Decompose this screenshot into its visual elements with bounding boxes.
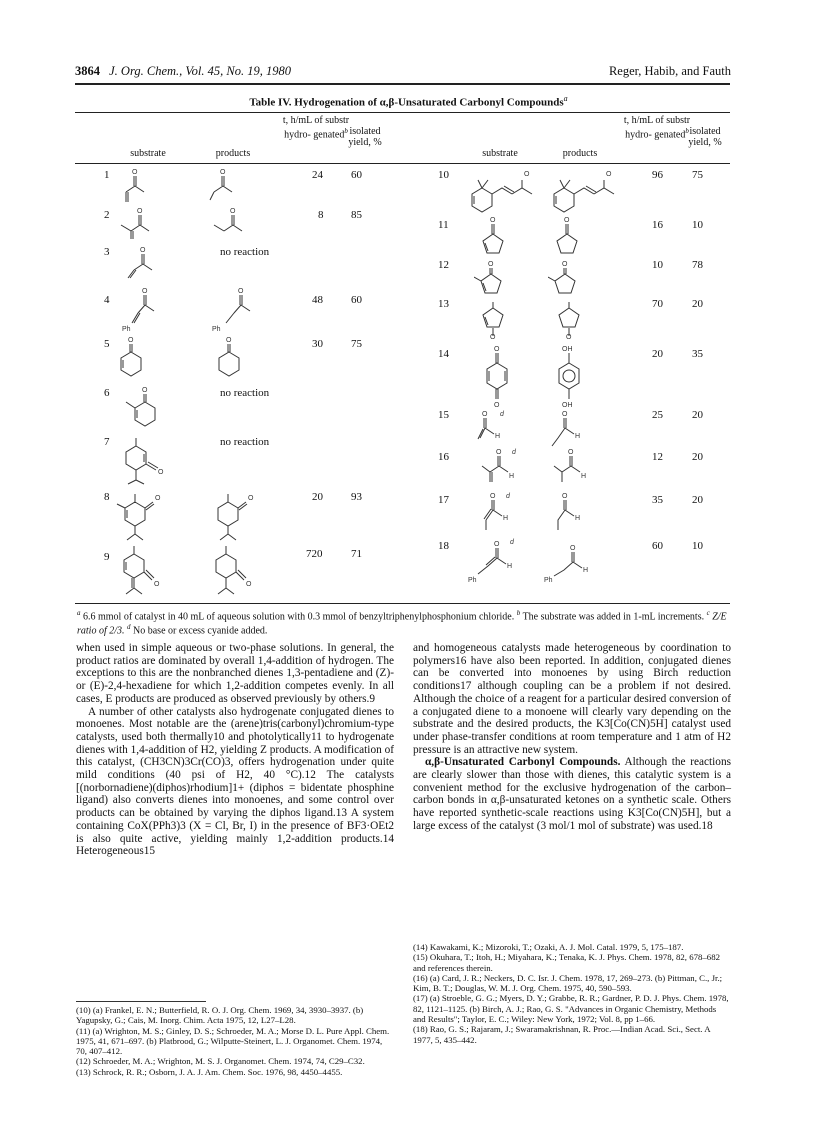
structure-5-substrate: [114, 334, 148, 380]
atom-label: O: [142, 387, 148, 394]
no-reaction-3: no reaction: [220, 246, 270, 258]
atom-label: O: [494, 541, 500, 548]
atom-label: O: [220, 169, 226, 176]
atom-label: O: [606, 171, 612, 178]
table-caption: [0, 94, 817, 109]
structure-3-substrate: [118, 244, 158, 280]
footnote-mark: d: [500, 411, 504, 418]
atom-label: Ph: [212, 326, 221, 333]
row-yield: 75: [692, 169, 703, 181]
atom-label: O: [568, 449, 574, 456]
structure-8-product: [208, 486, 264, 542]
atom-label: O: [158, 469, 164, 476]
atom-label: O: [494, 346, 500, 353]
structure-6-substrate: [122, 384, 160, 432]
atom-label: O: [154, 581, 160, 588]
atom-label: O: [248, 495, 254, 502]
structure-9-substrate: [118, 542, 174, 598]
section-text: Although the reactions are clearly slower than those with dienes, this catalytic system is a convenient method for the exclusive hydrogenation of the carbon–carbon bonds in α,β-unsaturated ketones on a synthetic scale. Others have reported synthetic-scale reactions using K3[Co(CN)5H], but a large excess of the catalyst (3 mol/1 mol of substrate) was used.18: [413, 756, 731, 832]
row-number: 3: [104, 246, 110, 258]
body-paragraph: and homogeneous catalysts made heterogeneous by coordination to polymers16 have also been reported. In addition, conjugated dienes can be converted into monoenes by using Birch reduction conditions17 although coupling can be a problem if not desired. Although the choice of a reagent for a particular desired conversion of a conjugated diene to a monoene will clearly vary depending on the substrate and the desired products, the K3[Co(CN)5H] catalyst used under phase-transfer conditions at room temperature and 1 atm of H2 pressure is an attractive new system.: [413, 642, 731, 756]
row-time: 10: [652, 259, 663, 271]
references-left: [76, 1005, 394, 1077]
atom-label: O: [490, 493, 496, 500]
atom-label: H: [581, 473, 587, 480]
body-paragraph: when used in simple aqueous or two-phase solutions. In general, the product ratios are dominated by overall 1,4-addition of hydrogen. The exceptions to this are the nonbranched dienes 1,3-pentadiene and (Z)- or (E)-2,4-hexadiene for which 1,2-addition competes evenly. In all cases, E products are produced as observed previously by others.9: [76, 642, 394, 705]
atom-label: O: [230, 208, 236, 215]
atom-label: O: [562, 493, 568, 500]
reference-item: (17) (a) Stroeble, G. G.; Myers, D. Y.; Grabbe, R. R.; Gardner, P. D. J. Phys. Chem. 1978, 82, 1121–1125. (b) Birch, A. J.; Rao, G. S. "Advances in Organic Chemistry, Methods and Results"; Taylor, E. C.; Wiley: New York, 1972; Vol. 8, pp 1–66.: [413, 993, 729, 1025]
row-yield: 20: [692, 298, 703, 310]
col-time-right-note: b: [685, 127, 689, 135]
atom-label: O: [570, 545, 576, 552]
row-time: 24: [312, 169, 323, 181]
atom-label: Ph: [122, 326, 131, 333]
row-time: 8: [318, 209, 324, 221]
row-number: 17: [438, 494, 449, 506]
row-number: 11: [438, 219, 449, 231]
table-caption-text: Table IV. Hydrogenation of α,β-Unsaturated Carbonyl Compounds: [249, 96, 564, 109]
atom-label: O: [137, 208, 143, 215]
row-time: 20: [652, 348, 663, 360]
atom-label: O: [566, 334, 572, 340]
structure-15-product: [548, 408, 596, 448]
structure-13-substrate: [476, 298, 510, 340]
atom-label: O: [155, 495, 161, 502]
row-yield: 78: [692, 259, 703, 271]
structure-10-product: [550, 166, 626, 214]
row-number: 16: [438, 451, 449, 463]
row-yield: 71: [351, 548, 362, 560]
structure-17-product: [548, 490, 600, 534]
row-number: 6: [104, 387, 110, 399]
col-products-right: products: [562, 148, 598, 159]
row-number: 7: [104, 436, 110, 448]
row-time: 12: [652, 451, 663, 463]
refs-rule-left: [76, 1001, 206, 1002]
reference-item: (14) Kawakami, K.; Mizoroki, T.; Ozaki, A. J. Mol. Catal. 1979, 5, 175–187.: [413, 942, 684, 952]
row-time: 35: [652, 494, 663, 506]
table-top-rule: [75, 112, 730, 113]
author-names: Reger, Habib, and Fauth: [608, 64, 731, 78]
row-time: 96: [652, 169, 663, 181]
row-yield: 93: [351, 491, 362, 503]
structure-17-substrate: [476, 490, 528, 534]
atom-label: O: [246, 581, 252, 588]
row-time: 48: [312, 294, 323, 306]
structure-7-substrate: [120, 434, 168, 486]
atom-label: O: [142, 288, 148, 295]
footnote-a: 6.6 mmol of catalyst in 40 mL of aqueous solution with 0.3 mmol of benzyltriphenylphosphonium chloride.: [83, 611, 515, 623]
table-caption-note: a: [563, 94, 568, 103]
row-number: 4: [104, 294, 110, 306]
col-yield-left: isolated yield, %: [348, 126, 382, 148]
row-yield: 60: [351, 169, 362, 181]
row-number: 9: [104, 551, 110, 563]
no-reaction-7: no reaction: [220, 436, 270, 448]
col-time-left-note: b: [344, 127, 348, 135]
row-time: 25: [652, 409, 663, 421]
row-number: 2: [104, 209, 110, 221]
atom-label: O: [562, 411, 568, 418]
section-paragraph: [413, 756, 731, 832]
row-yield: 10: [692, 540, 703, 552]
row-time: 720: [306, 548, 323, 560]
col-yield-right: isolated yield, %: [688, 126, 722, 148]
row-number: 14: [438, 348, 449, 360]
footnote-c: Z/E ratio of 2/3.: [77, 611, 727, 637]
structure-14-product: [552, 343, 586, 413]
structure-18-product: [540, 536, 610, 588]
running-header-left: [75, 64, 291, 79]
row-number: 12: [438, 259, 449, 271]
page-number: 3864: [75, 64, 100, 78]
row-yield: 20: [692, 409, 703, 421]
reference-item: (15) Okuhara, T.; Itoh, H.; Miyahara, K.; Tenaka, K. J. Phys. Chem. 1978, 82, 678–682 and references therein.: [413, 952, 720, 973]
row-time: 70: [652, 298, 663, 310]
reference-item: (18) Rao, G. S.; Rajaram, J.; Swaramakrishnan, R. Proc.—Indian Acad. Sci., Sect. A 1977, 5, 435–442.: [413, 1024, 711, 1045]
atom-label: O: [482, 411, 488, 418]
atom-label: H: [575, 433, 581, 440]
no-reaction-6: no reaction: [220, 387, 270, 399]
structure-16-product: [548, 446, 600, 488]
row-time: 16: [652, 219, 663, 231]
col-time-right-text: t, h/mL of substr hydro- genated: [623, 115, 691, 141]
atom-label: O: [490, 217, 496, 224]
atom-label: O: [128, 337, 134, 344]
atom-label: O: [494, 402, 500, 409]
structure-12-substrate: [474, 258, 508, 298]
row-number: 1: [104, 169, 110, 181]
structure-13-product: [552, 298, 586, 340]
structure-2-product: [208, 205, 253, 239]
table-footnotes: $^a$ 6.6 mmol of catalyst in 40 mL of aqueous solution with 0.3 mmol of benzyltriphenylphosphonium chloride. $^b$ The substrate was added in 1-mL increments. $^c$ Z/E ratio of 2/3. $^d$ No base or excess cyanide added.: [77, 609, 727, 637]
row-yield: 85: [351, 209, 362, 221]
col-products-left: products: [215, 148, 251, 159]
atom-label: Ph: [544, 577, 553, 584]
atom-label: O: [564, 217, 570, 224]
row-time: 20: [312, 491, 323, 503]
atom-label: H: [575, 515, 581, 522]
structure-5-product: [212, 334, 246, 380]
row-number: 10: [438, 169, 449, 181]
references-right: [413, 942, 731, 1045]
atom-label: O: [140, 247, 146, 254]
structure-1-substrate: [118, 166, 158, 204]
structure-15-substrate: [476, 408, 524, 448]
row-yield: 20: [692, 494, 703, 506]
row-number: 8: [104, 491, 110, 503]
row-yield: 35: [692, 348, 703, 360]
atom-label: O: [488, 261, 494, 268]
footnote-mark: d: [512, 449, 516, 456]
atom-label: H: [495, 433, 501, 440]
structure-4-substrate: [120, 285, 165, 333]
row-yield: 75: [351, 338, 362, 350]
structure-1-product: [206, 166, 246, 204]
footnote-d: No base or excess cyanide added.: [133, 625, 268, 637]
atom-label: O: [562, 261, 568, 268]
structure-4-product: [208, 285, 253, 333]
structure-18-substrate: [464, 536, 534, 588]
footnote-b: The substrate was added in 1-mL increments.: [522, 611, 705, 623]
footnote-mark: d: [506, 493, 510, 500]
atom-label: O: [524, 171, 530, 178]
reference-item: (12) Schroeder, M. A.; Wrighton, M. S. J. Organomet. Chem. 1974, 74, C29–C32.: [76, 1056, 365, 1067]
header-rule: [75, 83, 730, 85]
col-time-left-text: t, h/mL of substr hydro- genated: [282, 115, 350, 141]
reference-item: (16) (a) Card, J. R.; Neckers, D. C. Isr. J. Chem. 1978, 17, 269–273. (b) Pittman, C., Jr.; Kim, B. T.; Douglas, W. M. J. Org. Chem. 1975, 40, 590–593.: [413, 972, 723, 994]
structure-11-substrate: [478, 214, 510, 258]
atom-label: OH: [562, 346, 573, 353]
footnote-mark: d: [510, 539, 514, 546]
reference-item: (10) (a) Frankel, E. N.; Butterfield, R. O. J. Org. Chem. 1969, 34, 3930–3937. (b) Yagupsky, G.; Cais, M. Inorg. Chim. Acta 1975, 12, L27–L28.: [76, 1005, 364, 1026]
atom-label: H: [583, 567, 589, 574]
atom-label: H: [503, 515, 509, 522]
reference-item: (11) (a) Wrighton, M. S.; Ginley, D. S.; Schroeder, M. A.; Morse D. L. Pure Appl. Chem. 1975, 41, 671–697. (b) Platbrood, G.; Wilputte-Steinert, L. J. Organomet. Chem. 1974, 70, 407–412.: [76, 1025, 390, 1057]
row-time: 30: [312, 338, 323, 350]
journal-citation: J. Org. Chem., Vol. 45, No. 19, 1980: [109, 64, 291, 78]
structure-14-substrate: [480, 343, 514, 413]
reference-item: (13) Schrock, R. R.; Osborn, J. A. J. Am. Chem. Soc. 1976, 98, 4450–4455.: [76, 1066, 343, 1077]
structure-11-product: [552, 214, 584, 258]
atom-label: O: [226, 337, 232, 344]
body-paragraph: A number of other catalysts also hydrogenate conjugated dienes to monoenes. Most notable are the (arene)tris(carbonyl)chromium-type catalysts, used both thermally10 and photolytically11 to hydrogenate dienes with 1,4-addition of H2, yielding Z products. A modification of this catalyst, (CH3CN)3Cr(CO)3, offers hydrogenation under quite mild conditions (40 psi of H2, 40 °C).12 The catalysts [(norbornadiene)(diphos)rhodium]1+ (diphos = bidentate phosphine ligand) also converts dienes into monoenes, and some control over products can be obtained by varying the diphos ligand.13 A system containing CoX(PPh3)3 (X = Cl, Br, I) in the presence of BF3·OEt2 is also quite active, yielding mainly 1,2-addition products.14 Heterogeneous15: [76, 705, 394, 858]
body-left-column: [76, 642, 394, 858]
row-yield: 20: [692, 451, 703, 463]
section-heading: α,β-Unsaturated Carbonyl Compounds.: [425, 756, 621, 769]
col-substrate-left: substrate: [130, 148, 166, 159]
atom-label: H: [507, 563, 513, 570]
row-yield: 60: [351, 294, 362, 306]
structure-8-substrate: [115, 486, 171, 542]
structure-9-product: [210, 542, 266, 598]
atom-label: O: [490, 334, 496, 340]
atom-label: H: [509, 473, 515, 480]
atom-label: Ph: [468, 577, 477, 584]
row-number: 15: [438, 409, 449, 421]
atom-label: O: [238, 288, 244, 295]
row-number: 5: [104, 338, 110, 350]
col-substrate-right: substrate: [482, 148, 518, 159]
structure-16-substrate: [476, 446, 528, 488]
row-yield: 10: [692, 219, 703, 231]
table-bottom-rule: [75, 603, 730, 604]
body-right-column: [413, 642, 731, 833]
structure-10-substrate: [468, 166, 544, 214]
table-head-rule: [75, 163, 730, 164]
row-number: 18: [438, 540, 449, 552]
row-time: 60: [652, 540, 663, 552]
structure-12-product: [548, 258, 582, 298]
row-number: 13: [438, 298, 449, 310]
atom-label: O: [132, 169, 138, 176]
structure-2-substrate: [115, 205, 160, 239]
atom-label: O: [496, 449, 502, 456]
atom-label: OH: [562, 402, 573, 409]
